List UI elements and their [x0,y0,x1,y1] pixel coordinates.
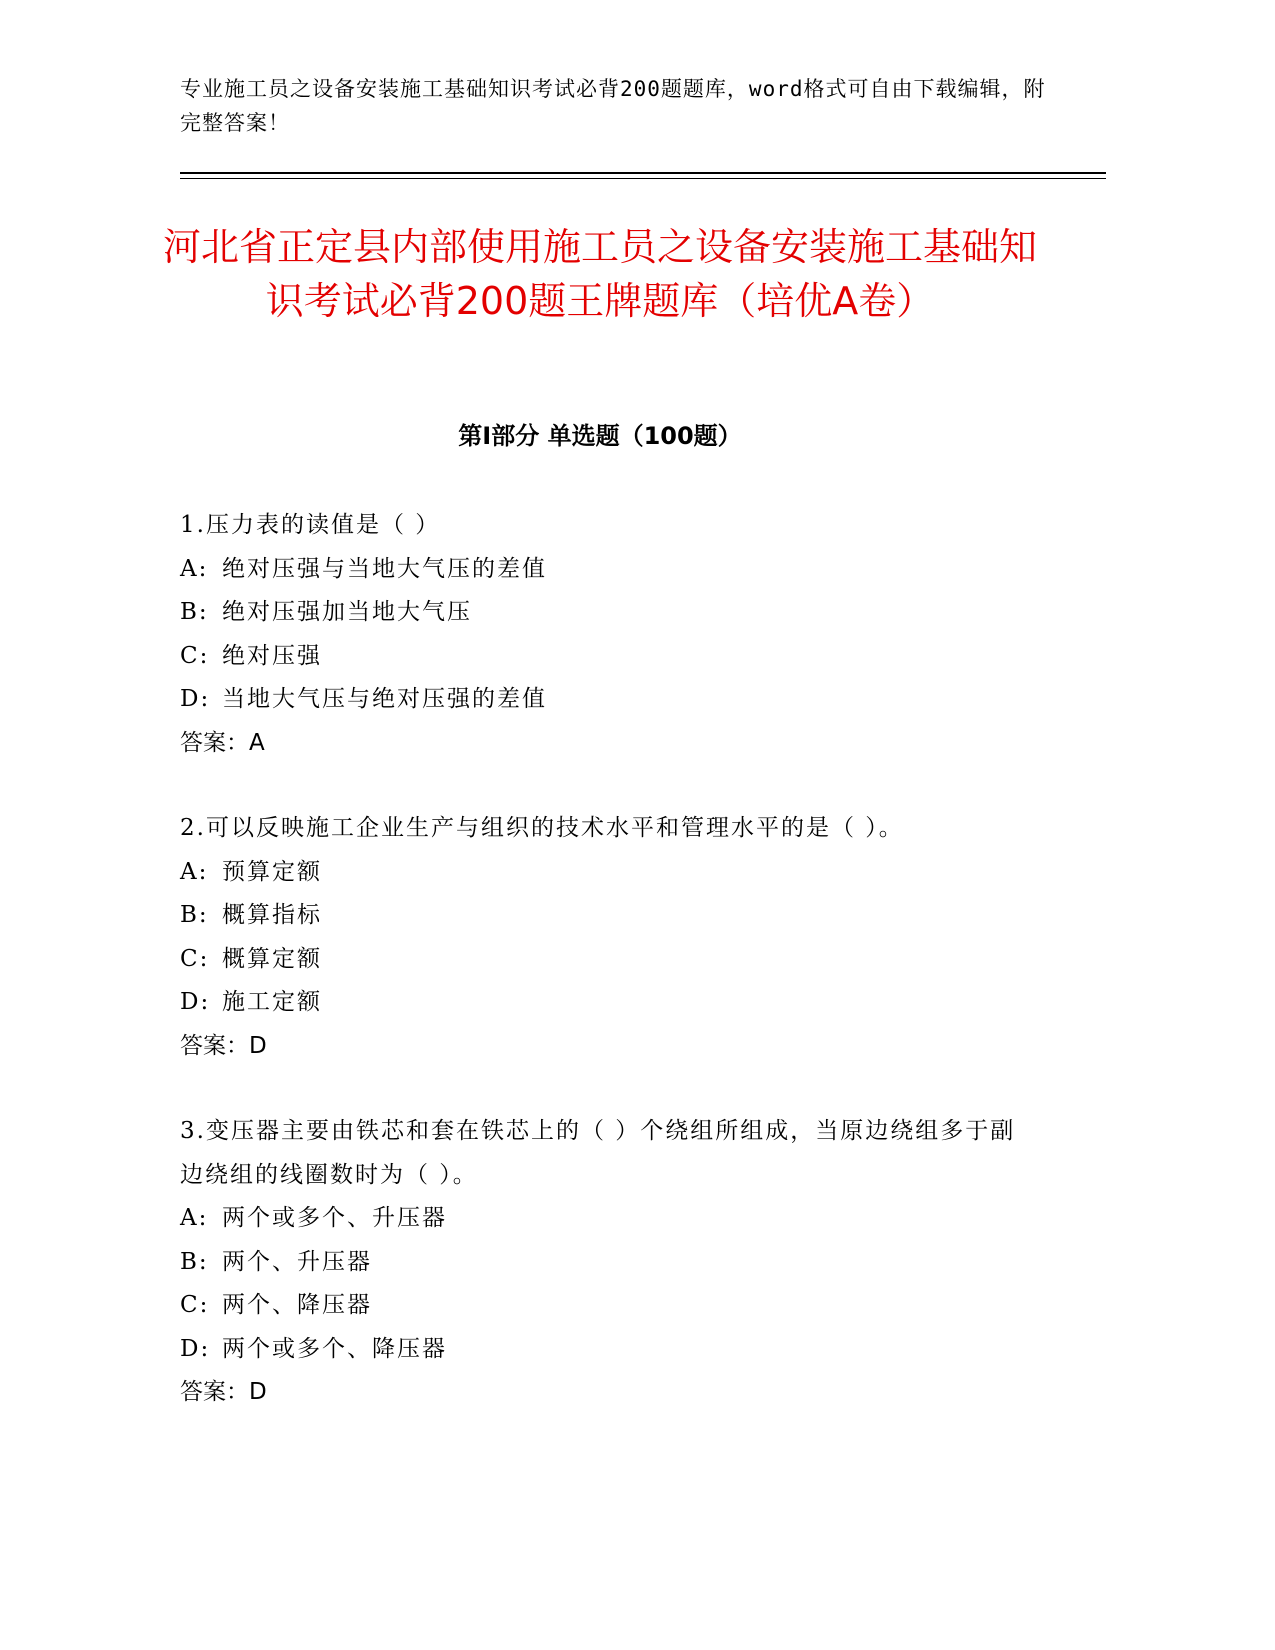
option-letter: C: [180,642,210,669]
option-text: 两个或多个、降压器 [222,1335,447,1362]
option-d [180,678,1040,722]
header-divider-thick [180,172,1106,174]
header-divider-thin [180,178,1106,179]
question-2 [180,807,1040,1068]
option-c [180,1284,1040,1328]
option-d [180,1328,1040,1372]
question-stem: 1.压力表的读值是（ ） [180,512,441,538]
option-text: 当地大气压与绝对压强的差值 [222,686,547,712]
option-letter: D: [180,686,211,712]
header-note: 专业施工员之设备安装施工基础知识考试必背200题题库，word格式可自由下载编辑，附完整答案！ [180,77,1046,135]
option-letter: B: [180,1248,209,1275]
question-3 [180,1110,1040,1415]
option-letter: B: [180,902,209,928]
option-text: 绝对压强加当地大气压 [222,599,472,625]
answer-line: 答案：D [180,1032,267,1059]
document-title: 河北省正定县内部使用施工员之设备安装施工基础知识考试必背200题王牌题库（培优A卷） [162,225,1037,323]
question-stem: 2.可以反映施工企业生产与组织的技术水平和管理水平的是（ ）。 [180,815,904,841]
option-c [180,635,1040,679]
option-text: 概算定额 [222,945,322,972]
option-text: 绝对压强 [222,642,322,669]
option-b [180,591,1040,635]
section-title: 第Ⅰ部分 单选题（100题） [458,422,742,450]
answer-line: 答案：D [180,1379,267,1405]
option-b [180,1241,1040,1285]
option-letter: A: [180,858,209,885]
question-1 [180,504,1040,765]
option-a [180,548,1040,592]
option-letter: D: [180,1335,211,1362]
option-text: 两个、降压器 [222,1292,372,1318]
option-text: 两个或多个、升压器 [222,1205,447,1231]
option-text: 绝对压强与当地大气压的差值 [222,555,547,582]
option-text: 预算定额 [222,858,322,885]
option-letter: D: [180,989,211,1015]
option-a [180,851,1040,895]
option-letter: C: [180,945,210,972]
option-letter: B: [180,599,209,625]
option-letter: A: [180,555,209,582]
option-c [180,938,1040,982]
option-a [180,1197,1040,1241]
option-d [180,981,1040,1025]
option-letter: A: [180,1205,209,1231]
option-letter: C: [180,1292,210,1318]
option-text: 两个、升压器 [222,1248,372,1275]
question-stem: 3.变压器主要由铁芯和套在铁芯上的（ ）个绕组所组成，当原边绕组多于副边绕组的线圈数时为（ ）。 [180,1118,1016,1188]
question-list [180,504,1040,1457]
option-text: 施工定额 [222,989,322,1015]
answer-line: 答案：A [180,729,265,756]
option-b [180,894,1040,938]
option-text: 概算指标 [222,902,322,928]
